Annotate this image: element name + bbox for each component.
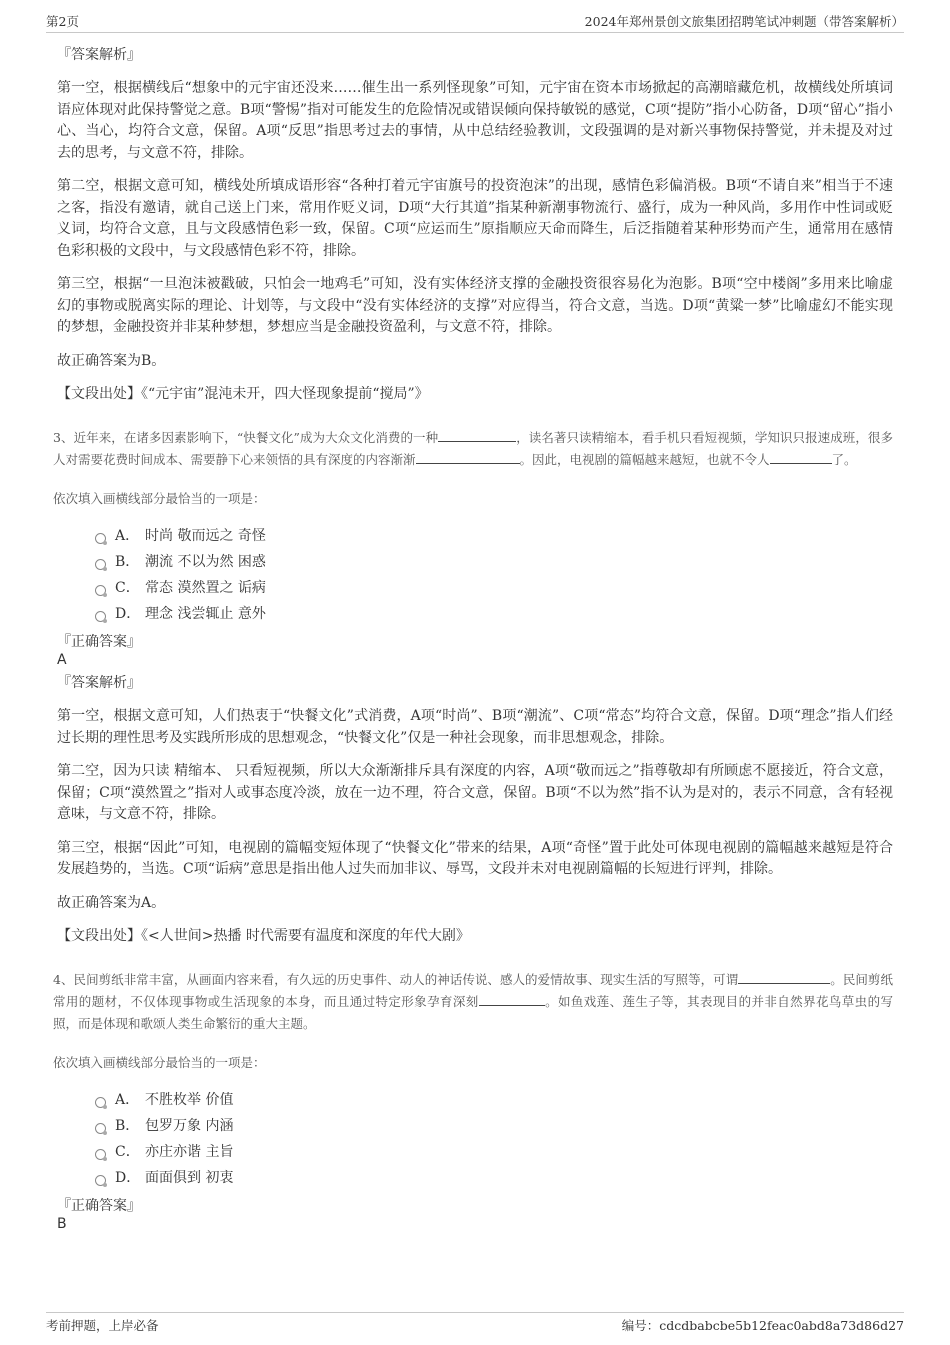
radio-icon[interactable] [95, 1097, 106, 1108]
q4-answer: B [57, 1216, 67, 1232]
option-letter: C． [115, 580, 140, 596]
document-id: 编号：cdcdbabcbe5b12feac0abd8a73d86d27 [621, 1318, 904, 1333]
q3-option-c[interactable] [95, 575, 893, 601]
q4-stem-part-2: 。民间剪纸常用的题材，不仅体现事物或生活现象的本身，而且通过特定形象孕育深刻 [53, 972, 893, 1009]
q2-analysis-paragraph-1: 第一空，根据横线后“想象中的元宇宙还没来……催生出一系列怪现象”可知，元宇宙在资本市场掀起的高潮暗藏危机，故横线处所填词语应体现对此保持警觉之意。B项“警惕”指对可能发生的危险情况或错误倾向保持敏锐的感觉，C项“提防”指小心防备，D项“留心”指小心、当心，均符合文意，保留。A项“反思”指思考过去的事情，从中总结经验教训，文段强调的是对新兴事物保持警觉，并未提及对过去的思考，与文意不符，排除。 [57, 80, 893, 161]
q3-conclusion: 故正确答案为A。 [57, 894, 166, 911]
q3-analysis-paragraph-3: 第三空，根据“因此”可知，电视剧的篇幅变短体现了“快餐文化”带来的结果，A项“奇怪”置于此处可体现电视剧的篇幅越来越短是符合发展趋势的，当选。C项“诟病”意思是指出他人过失而加非议、辱骂，文段并未对电视剧篇幅的长短进行评判，排除。 [57, 839, 893, 877]
option-text: 不胜枚举 价值 [145, 1092, 234, 1108]
option-text: 潮流 不以为然 困惑 [145, 554, 266, 570]
q2-conclusion: 故正确答案为B。 [57, 352, 166, 369]
radio-icon[interactable] [95, 1123, 106, 1134]
q2-analysis-paragraph-3: 第三空，根据“一旦泡沫被戳破，只怕会一地鸡毛”可知，没有实体经济支撑的金融投资很容易化为泡影。B项“空中楼阁”多用来比喻虚幻的事物或脱离实际的理论、计划等，与文段中“没有实体经济的支撑”对应得当，符合文意，当选。D项“黄粱一梦”比喻虚幻不能实现的梦想，金融投资并非某种梦想，梦想应当是金融投资盈利，与文意不符，排除。 [57, 276, 893, 335]
option-text: 时尚 敬而远之 奇怪 [145, 528, 266, 544]
option-letter: A． [115, 528, 140, 544]
q3-stem-part-1: 3、近年来，在诸多因素影响下，“快餐文化”成为大众文化消费的一种 [53, 430, 439, 445]
q3-stem-part-2: ，读名著只读精缩本，看手机只看短视频，学知识只报速成班，很多人对需要花费时间成本、需要静下心来领悟的具有深度的内容渐渐 [53, 430, 893, 467]
q2-source: 【文段出处】《“元宇宙”混沌未开，四大怪现象提前“搅局”》 [57, 386, 429, 402]
footer-slogan: 考前押题，上岸必备 [46, 1318, 159, 1333]
document-title: 2024年郑州景创文旅集团招聘笔试冲刺题（带答案解析） [584, 14, 904, 29]
q3-analysis-label: 『答案解析』 [57, 675, 141, 691]
q3-blank-1 [438, 428, 516, 442]
option-letter: D． [115, 606, 141, 622]
page-footer [46, 1312, 904, 1336]
q4-option-c[interactable] [95, 1139, 893, 1165]
radio-icon[interactable] [95, 585, 106, 596]
page-header [46, 10, 904, 33]
page-number: 第2页 [46, 14, 79, 29]
option-letter: B． [115, 1118, 140, 1134]
q4-option-b[interactable] [95, 1113, 893, 1139]
q4-instruction: 依次填入画横线部分最恰当的一项是： [53, 1055, 266, 1070]
q4-blank-1 [738, 970, 830, 984]
q3-option-d[interactable] [95, 601, 893, 627]
q4-stem-part-3: 。如鱼戏莲、莲生子等，其表现目的并非自然界花鸟草虫的写照，而是体现和歌颂人类生命繁衍的重大主题。 [53, 994, 893, 1031]
option-text: 包罗万象 内涵 [145, 1118, 234, 1134]
q2-analysis-paragraph-2: 第二空，根据文意可知，横线处所填成语形容“各种打着元宇宙旗号的投资泡沫”的出现，感情色彩偏消极。B项“不请自来”相当于不速之客，指没有邀请，就自己送上门来，常用作贬义词，D项“大行其道”指某种新潮事物流行、盛行，成为一种风尚，多用作中性词或贬义词，均符合文意，且与文段感情色彩一致，保留。C项“应运而生”原指顺应天命而降生，后泛指随着某种形势而产生，通常用在感情色彩积极的文段中，与文段感情色彩不符，排除。 [57, 178, 893, 259]
q3-option-a[interactable] [95, 523, 893, 549]
q4-blank-2 [479, 992, 545, 1006]
q3-answer: A [57, 652, 67, 668]
option-text: 亦庄亦谐 主旨 [145, 1144, 234, 1160]
radio-icon[interactable] [95, 1149, 106, 1160]
option-letter: C． [115, 1144, 140, 1160]
document-body [53, 45, 893, 1237]
q3-option-b[interactable] [95, 549, 893, 575]
option-letter: A． [115, 1092, 140, 1108]
q2-analysis-label: 『答案解析』 [57, 47, 141, 63]
option-letter: D． [115, 1170, 141, 1186]
q4-stem [53, 969, 893, 1035]
q4-options [95, 1087, 893, 1191]
radio-icon[interactable] [95, 533, 106, 544]
q4-option-d[interactable] [95, 1165, 893, 1191]
option-text: 常态 漠然置之 诟病 [145, 580, 266, 596]
radio-icon[interactable] [95, 611, 106, 622]
radio-icon[interactable] [95, 1175, 106, 1186]
q3-stem [53, 427, 893, 471]
q3-stem-part-3: 。因此，电视剧的篇幅越来越短，也就不令人 [519, 452, 770, 467]
q3-instruction: 依次填入画横线部分最恰当的一项是： [53, 491, 266, 506]
q3-stem-part-4: 了。 [831, 452, 857, 467]
q3-blank-2 [416, 450, 520, 464]
q4-option-a[interactable] [95, 1087, 893, 1113]
option-text: 面面俱到 初衷 [145, 1170, 234, 1186]
option-text: 理念 浅尝辄止 意外 [145, 606, 266, 622]
q3-options [95, 523, 893, 627]
q3-analysis-paragraph-1: 第一空，根据文意可知，人们热衷于“快餐文化”式消费，A项“时尚”、B项“潮流”、C项“常态”均符合文意，保留。D项“理念”指人们经过长期的理性思考及实践所形成的思想观念，“快餐文化”仅是一种社会现象，而非思想观念，排除。 [57, 708, 893, 746]
q3-answer-label: 『正确答案』 [57, 634, 141, 650]
q3-blank-3 [770, 450, 832, 464]
q3-source: 【文段出处】《<人世间>热播 时代需要有温度和深度的年代大剧》 [57, 928, 470, 944]
q4-stem-part-1: 4、民间剪纸非常丰富，从画面内容来看，有久远的历史事件、动人的神话传说、感人的爱情故事、现实生活的写照等，可谓 [53, 972, 739, 987]
q4-answer-label: 『正确答案』 [57, 1198, 141, 1214]
option-letter: B． [115, 554, 140, 570]
radio-icon[interactable] [95, 559, 106, 570]
q3-analysis-paragraph-2: 第二空，因为只读 精缩本、 只看短视频，所以大众渐渐排斥具有深度的内容，A项“敬而远之”指尊敬却有所顾虑不愿接近，符合文意，保留；C项“漠然置之”指对人或事态度冷淡，放在一边不理，符合文意，保留。B项“不以为然”指不认为是对的，表示不同意，含有轻视意味，与文意不符，排除。 [57, 763, 893, 822]
